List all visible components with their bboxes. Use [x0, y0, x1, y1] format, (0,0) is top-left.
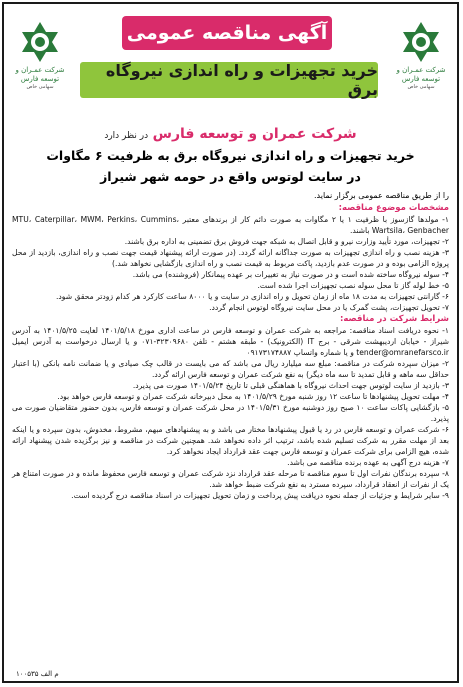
intends-text: در نظر دارد [104, 131, 149, 141]
condition-item-7: ۷- هزینه درج آگهی به عهده برنده مناقصه می باشد. [287, 458, 449, 467]
logo-company-name: شرکت عمـران و توسعه فارس [15, 66, 65, 83]
logo-emblem-icon [399, 20, 443, 64]
subject-item-4: ۴- سوله نیروگاه ساخته شده است و در صورت نیاز به تغییرات بر عهده پیمانکار (فروشنده) می باشد. [132, 270, 449, 279]
condition-item-8: ۸- سپرده برندگان نفرات اول تا سوم مناقصه تا مرحله عقد قرارداد نزد شرکت عمران و توسعه فارس محفوظ مانده و در صورت امتناع هر یک از نفرات از انعقاد قرارداد، سپرده مسترد به نفع شرکت ضبط خواهد شد. [12, 469, 449, 489]
header [4, 4, 457, 122]
banner-title: آگهی مناقصه عمومی [122, 16, 332, 50]
intro-location-line: در سایت لوتوس واقع در حومه شهر شیراز [100, 169, 361, 184]
intro-company-line [12, 124, 449, 146]
subject-item-5: ۵- خط لوله گاز تا محل سوله نصب تجهیزات اجرا شده است. [257, 281, 449, 290]
intro-subject-line: خرید تجهیزات و راه اندازی نیروگاه برق به ظرفیت ۶ مگاوات [46, 148, 415, 163]
tender-method: را از طریق مناقصه عمومی برگزار نماید. [314, 191, 449, 200]
company-logo-right [389, 20, 453, 108]
condition-item-4: ۴- مهلت تحویل پیشنهادها تا ساعت ۱۲ روز شنبه مورخ ۱۴۰۱/۵/۲۹ به محل دبیرخانه شرکت عمران و توسعه فارس خواهد بود. [57, 392, 449, 401]
company-logo-left [8, 20, 72, 108]
banner-subtitle: خرید تجهیزات و راه اندازی نیروگاه برق [80, 62, 378, 98]
condition-item-9: ۹- سایر شرایط و جزئیات از جمله نحوه دریافت پیش پرداخت و زمان تحویل تجهیزات در اسناد مناقصه درج گردیده است. [71, 491, 449, 500]
company-name: شرکت عمران و توسعه فارس [152, 126, 357, 142]
subject-item-6: ۶- گارانتی تجهیزات به مدت ۱۸ ماه از زمان تحویل و راه اندازی در سایت و یا ۸۰۰۰ ساعت کارکرد هر کدام زودتر محقق شود. [56, 292, 449, 301]
logo-company-name: شرکت عمـران و توسعه فارس [396, 66, 446, 83]
condition-item-1: ۱- نحوه دریافت اسناد مناقصه: مراجعه به شرکت عمران و توسعه فارس در ساعت اداری مورخ ۱۴۰۱/۵/۱۸ لغایت ۱۴۰۱/۵/۲۵ به آدرس شیراز - خیابان اردیبهشت شرقی - برج IT (الکترونیک) - طبقه هشتم - تلفن ۳۲۳۰۹۶۸۰-۰۷۱ و یا ارسال درخواست به آدرس ایمیل tender@omranefarsco.ir و یا شماره واتساپ ۰۹۱۷۳۱۷۴۸۸۷ [12, 326, 449, 357]
condition-item-3: ۳- بازدید از سایت لوتوس جهت احداث نیروگاه با هماهنگی قبلی تا تاریخ ۱۴۰۱/۵/۲۴ صورت می پذیرد. [132, 381, 449, 390]
subject-item-1: ۱- مولدها گازسوز با ظرفیت ۱ یا ۲ مگاوات به صورت دائم کار از برندهای معتبر MTU، Caterpillar، MWM، Perkins، Cummins، Wartsila، Genbacher باشند. [12, 215, 449, 235]
logo-company-sub: سهامی خاص [407, 84, 435, 90]
ad-frame [2, 2, 459, 683]
conditions-section-title: شرایط شرکت در مناقصه: [340, 314, 449, 324]
subject-item-2: ۲- تجهیزات، مورد تأیید وزارت نیرو و قابل اتصال به شبکه جهت فروش برق تضمینی به اداره برق باشند. [124, 237, 449, 246]
condition-item-6: ۶- شرکت عمران و توسعه فارس در رد یا قبول پیشنهادها مختار می باشد و به پیشنهادهای مبهم، مشروط، مخدوش، بدون سپرده و یا اینکه بعد از مهلت مقرر به شرکت تسلیم شده باشد، ترتیب اثر داده نخواهد شد. همچنین شرکت در مناقصه و نیز برگزیده شدن پیشنهاد ارائه شده، هیچ الزامی برای شرکت عمران و توسعه فارس جهت عقد قرارداد ایجاد نخواهد کرد. [12, 425, 449, 456]
logo-emblem-icon [18, 20, 62, 64]
subject-item-3: ۳- هزینه نصب و راه اندازی تجهیزات به صورت جداگانه ارائه گردد. (در صورت ارائه پیشنهاد قیمت جهت نصب و راه اندازی، بازدید از محل پروژه الزامی بوده و در صورت عدم بازدید، پاکت مربوط به قیمت نصب و راه اندازی بازگشایی نخواهد شد.) [12, 248, 449, 268]
condition-item-5: ۵- بازگشایی پاکات ساعت ۱۰ صبح روز دوشنبه مورخ ۱۴۰۱/۵/۳۱ در محل شرکت عمران و توسعه فارس، بدون حضور متقاضیان صورت می پذیرد. [12, 403, 450, 423]
subject-section-title: مشخصات موضوع مناقصه: [338, 203, 449, 213]
logo-company-sub: سهامی خاص [26, 84, 54, 90]
condition-item-2: ۲- میزان سپرده شرکت در مناقصه: مبلغ سه میلیارد ریال می باشد که می بایست در قالب چک صیادی و یا ضمانت نامه بانکی (با اعتبار حداقل سه ماهه و قابل تمدید تا سه ماه دیگر) به نفع شرکت عمران و توسعه فارس ارائه گردد. [12, 359, 449, 379]
subject-item-7: ۷- تحویل تجهیزات، پشت گمرک یا در محل سایت نیروگاه لوتوس انجام گردد. [209, 303, 449, 312]
ad-body [4, 124, 457, 501]
ad-reference-code: م الف ۱۰۰۵۳۵ [16, 670, 59, 678]
